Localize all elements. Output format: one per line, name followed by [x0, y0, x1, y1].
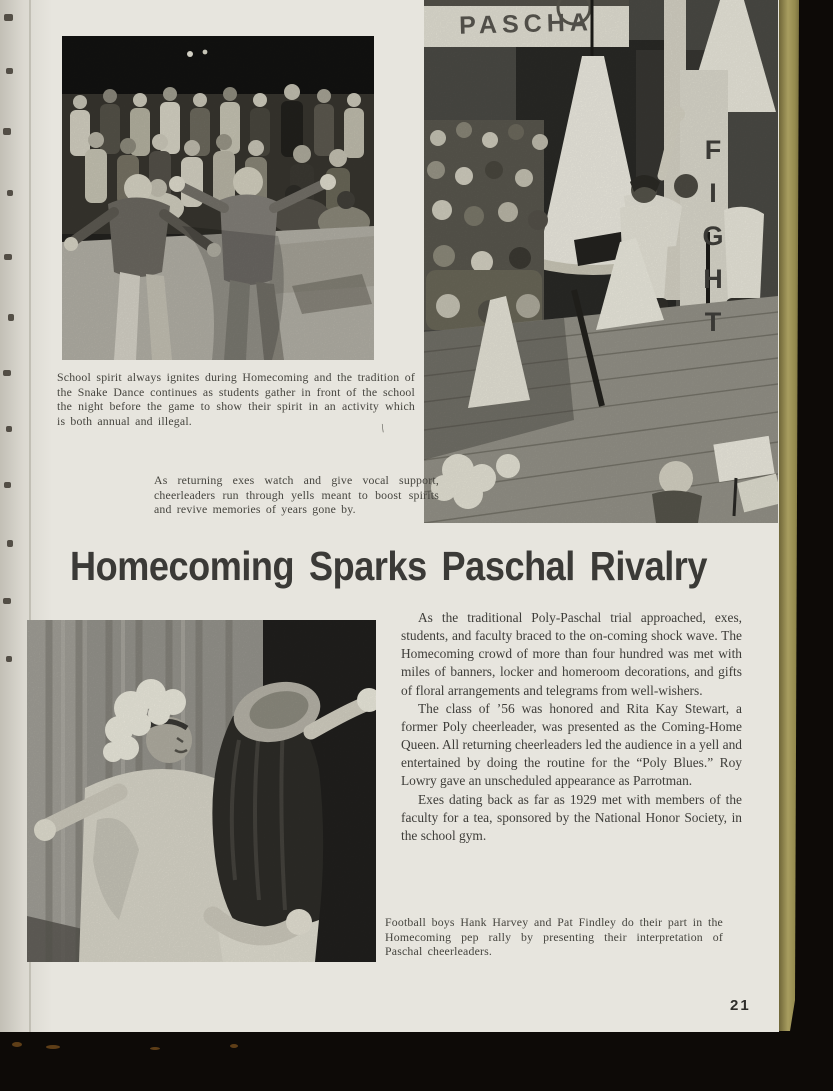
- backdrop-speck: [12, 1042, 22, 1047]
- backdrop-speck: [230, 1044, 238, 1048]
- binding-speck: [8, 314, 14, 321]
- binding-speck: [6, 656, 12, 662]
- caption-football-boys: Football boys Hank Harvey and Pat Findley do their part in the Homecoming pep rally by presenting their interpretation of Paschal cheerleaders.: [385, 915, 723, 959]
- binding-speck: [4, 482, 11, 488]
- binding-speck: [6, 426, 12, 432]
- article-paragraph: The class of ’56 was honored and Rita Kay Stewart, a former Poly cheerleader, was presented as the Coming-Home Queen. All returning cheerleaders led the audience in a yell and entertained by doing the routine for the “Poly Blues.” Roy Lowry gave an unscheduled appearance as Parrotman.: [401, 700, 742, 789]
- binding-speck: [3, 128, 11, 135]
- caption-snake-dance: School spirit always ignites during Homecoming and the tradition of the Snake Dance continues as students gather in front of the school the night before the game to show their spirit in an activity which is both annual and illegal.: [57, 370, 415, 428]
- binding-speck: [7, 540, 13, 547]
- stray-mark: \: [379, 420, 386, 436]
- page-number: 21: [730, 997, 751, 1014]
- binding-speck: [4, 14, 13, 21]
- article-paragraph: As the traditional Poly-Paschal trial approached, exes, students, and faculty braced to the on-coming shock wave. The Homecoming crowd of more than four hundred was met with miles of banners, locker and homeroom decorations, and gifts of floral arrangements and telegrams from well-wishers.: [401, 610, 742, 698]
- article-paragraph: Exes dating back as far as 1929 met with members of the faculty for a tea, sponsored by the National Honor Society, in the school gym.: [401, 791, 742, 843]
- binding-speck: [3, 598, 11, 604]
- book-cover-edge: [779, 0, 799, 1031]
- binding-speck: [7, 190, 13, 196]
- photo-snake-dance: [62, 36, 374, 360]
- backdrop-speck: [150, 1047, 160, 1050]
- page-headline: Homecoming Sparks Paschal Rivalry: [70, 543, 708, 589]
- photo-football-boys: [27, 620, 376, 962]
- photo-pep-rally: [424, 0, 778, 523]
- binding-speck: [6, 68, 13, 74]
- binding-speck: [4, 254, 12, 260]
- article-body: [401, 609, 742, 845]
- binding-speck: [3, 370, 11, 376]
- banner-text: PASCHA: [458, 7, 594, 40]
- backdrop-speck: [46, 1045, 60, 1049]
- caption-exes: As returning exes watch and give vocal support, cheerleaders run through yells meant to boost spirits and revive memories of years gone by.: [154, 473, 439, 517]
- fight-sign-text: FIGHT: [698, 134, 728, 350]
